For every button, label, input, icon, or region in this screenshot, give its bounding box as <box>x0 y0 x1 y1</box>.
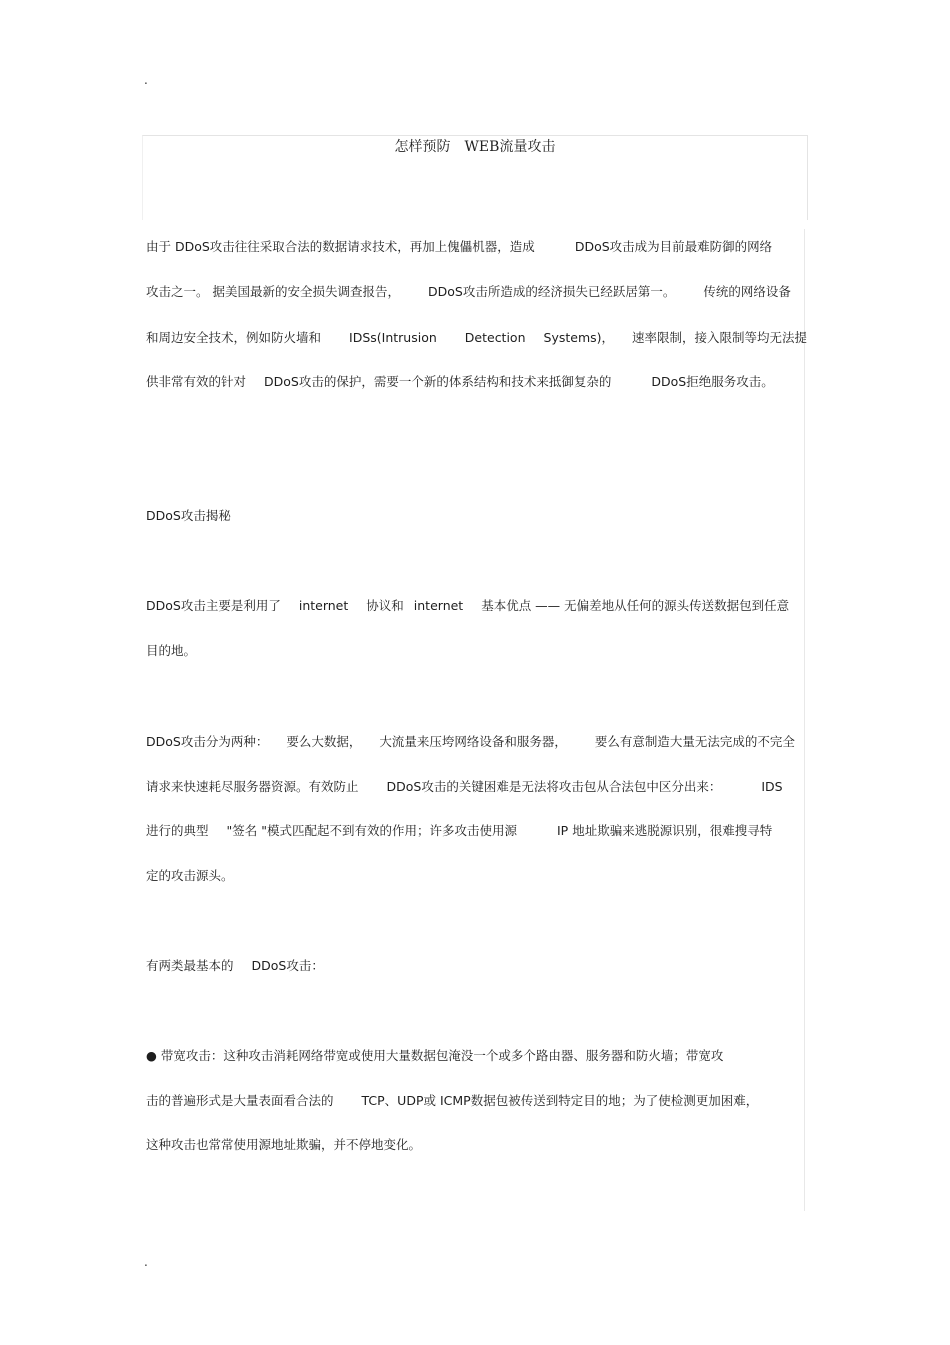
paragraph-1-line-1: 由于 DDoS攻击往往采取合法的数据请求技术，再加上傀儡机器，造成 DDoS攻击成为目前最难防御的网络 <box>146 239 773 254</box>
paragraph-5-line-3: 这种攻击也常常使用源地址欺骗，并不停地变化。 <box>146 1137 422 1152</box>
title-box <box>142 135 808 220</box>
paragraph-2-line-2: 目的地。 <box>146 643 197 658</box>
paragraph-5-line-2: 击的普遍形式是大量表面看合法的 TCP、UDP或 ICMP数据包被传送到特定目的地；为了使检测更加困难， <box>146 1093 759 1108</box>
paragraph-2-line-1: DDoS攻击主要是利用了 internet 协议和 internet 基本优点 —— 无偏差地从任何的源头传送数据包到任意 <box>146 598 790 613</box>
page-mark-top: . <box>144 73 148 87</box>
paragraph-3-line-1: DDoS攻击分为两种： 要么大数据， 大流量来压垮网络设备和服务器， 要么有意制造大量无法完成的不完全 <box>146 734 795 749</box>
paragraph-1-line-4: 供非常有效的针对 DDoS攻击的保护，需要一个新的体系结构和技术来抵御复杂的 DDoS拒绝服务攻击。 <box>146 374 774 389</box>
section-heading: DDoS攻击揭秘 <box>146 508 231 523</box>
page-mark-bottom: . <box>144 1255 148 1269</box>
right-border-rule <box>804 229 805 1211</box>
paragraph-3-line-2: 请求来快速耗尽服务器资源。有效防止 DDoS攻击的关键困难是无法将攻击包从合法包中区分出来： IDS <box>146 779 783 794</box>
paragraph-3-line-4: 定的攻击源头。 <box>146 868 234 883</box>
paragraph-5-line-1: ● 带宽攻击：这种攻击消耗网络带宽或使用大量数据包淹没一个或多个路由器、服务器和防火墙；带宽攻 <box>146 1048 724 1063</box>
paragraph-1-line-3: 和周边安全技术，例如防火墙和 IDSs(Intrusion Detection Systems)， 速率限制，接入限制等均无法提 <box>146 330 808 345</box>
paragraph-4-line-1: 有两类最基本的 DDoS攻击： <box>146 958 324 973</box>
paragraph-1-line-2: 攻击之一。 据美国最新的安全损失调查报告， DDoS攻击所造成的经济损失已经跃居第一。 传统的网络设备 <box>146 284 791 299</box>
document-title: 怎样预防 WEB流量攻击 <box>394 139 556 155</box>
paragraph-3-line-3: 进行的典型 "签名 "模式匹配起不到有效的作用；许多攻击使用源 IP 地址欺骗来逃脱源识别，很难搜寻特 <box>146 823 773 838</box>
